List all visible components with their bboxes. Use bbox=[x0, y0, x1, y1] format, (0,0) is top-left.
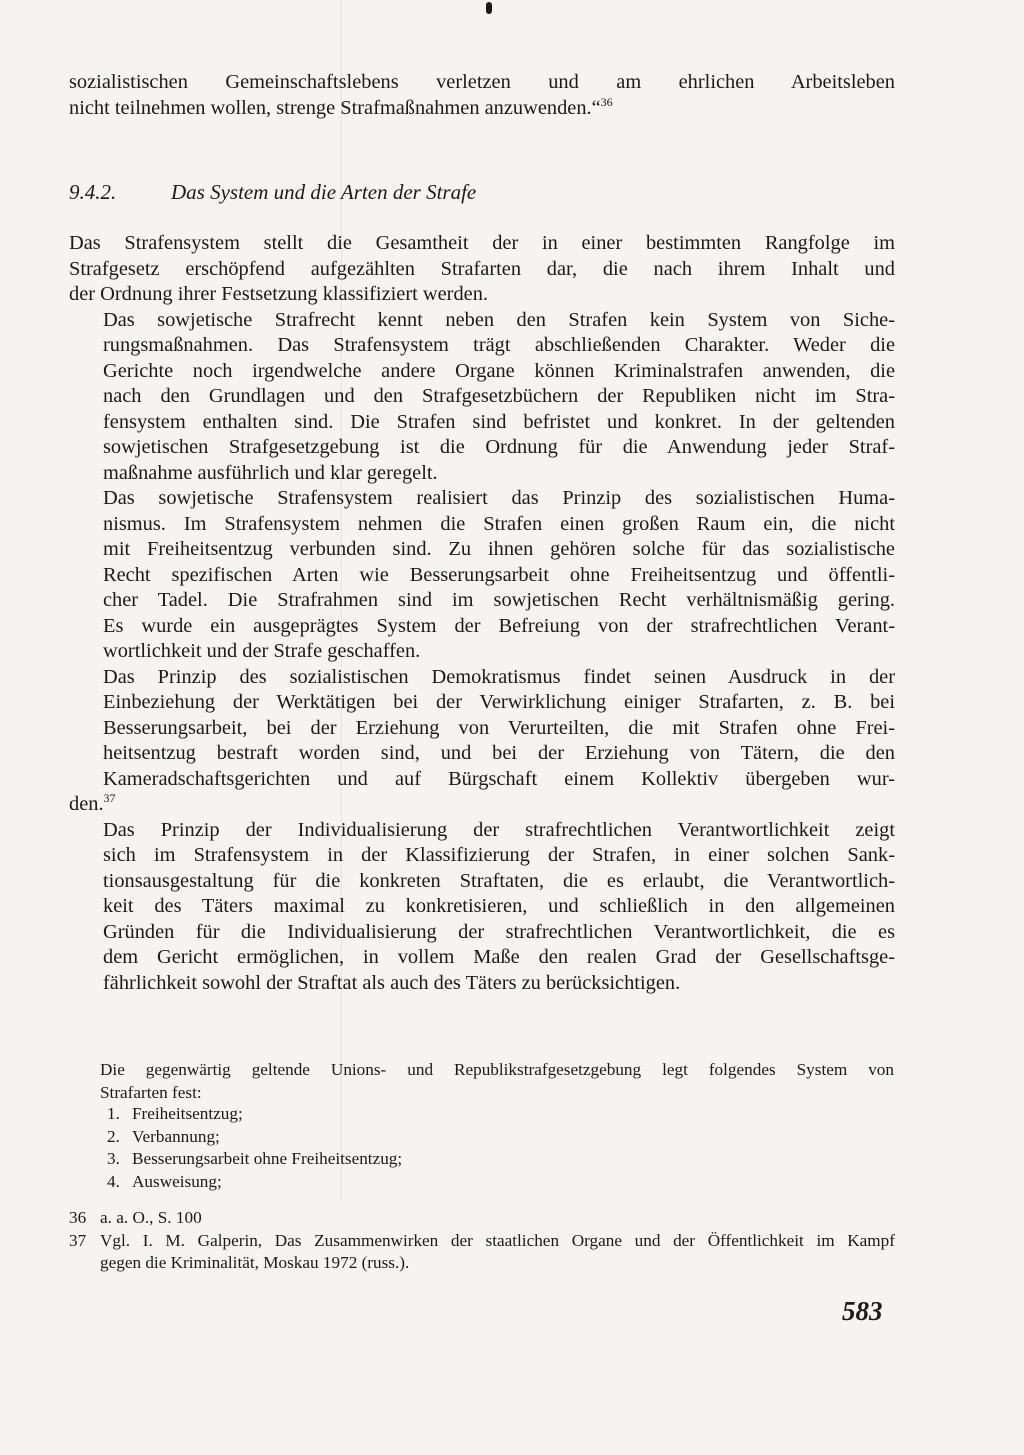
footnotes bbox=[69, 1207, 895, 1275]
text-line: tionsausgestaltung für die konkreten Straftaten, die es erlaubt, die Verantwortlich- bbox=[103, 869, 895, 892]
footnote-number: 36 bbox=[69, 1208, 87, 1227]
list-text: Freiheitsentzug; bbox=[132, 1104, 243, 1123]
list-item bbox=[107, 1126, 402, 1149]
footnote-line bbox=[69, 1230, 895, 1253]
section-title: Das System und die Arten der Strafe bbox=[171, 180, 477, 204]
paragraph bbox=[69, 486, 895, 665]
list-item bbox=[107, 1171, 402, 1194]
paragraph bbox=[69, 665, 895, 818]
text-line: Die gegenwärtig geltende Unions- und Republikstrafgesetzgebung legt folgendes System von bbox=[100, 1060, 894, 1079]
small-print-intro bbox=[100, 1059, 894, 1104]
text-line: keit des Täters maximal zu konkretisieren, und schließlich in den allgemeinen bbox=[103, 895, 895, 917]
list-number: 3. bbox=[107, 1149, 120, 1168]
page-number: 583 bbox=[842, 1296, 883, 1326]
punishment-list bbox=[107, 1103, 402, 1193]
text-line: fährlichkeit sowohl der Straftat als auch des Täters zu berücksichtigen. bbox=[103, 971, 681, 994]
text-line: den. bbox=[69, 793, 104, 815]
list-number: 2. bbox=[107, 1126, 120, 1146]
text-line: Strafgesetz erschöpfend aufgezählten Strafarten dar, die nach ihrem Inhalt und bbox=[69, 257, 895, 280]
paragraph bbox=[69, 308, 895, 487]
text-line: sich im Strafensystem in der Klassifizierung der Strafen, in einer solchen Sank- bbox=[103, 844, 895, 866]
text-line: maßnahme ausführlich und klar geregelt. bbox=[103, 461, 438, 484]
list-number: 4. bbox=[107, 1171, 120, 1191]
text-line-content: nicht teilnehmen wollen, strenge Strafmaßnahmen anzuwenden.“ bbox=[69, 96, 601, 119]
list-number: 1. bbox=[107, 1104, 120, 1123]
paragraph bbox=[69, 818, 895, 997]
scan-mark bbox=[486, 2, 492, 14]
text-line: fensystem enthalten sind. Die Strafen sind befristet und konkret. In der geltenden bbox=[103, 410, 895, 433]
text-line: nismus. Im Strafensystem nehmen die Strafen einen großen Raum ein, die nicht bbox=[103, 512, 895, 535]
text-line: wortlichkeit und der Strafe geschaffen. bbox=[103, 640, 421, 662]
text-line bbox=[69, 96, 895, 122]
list-text: Besserungsarbeit ohne Freiheitsentzug; bbox=[132, 1149, 403, 1168]
text-line: rungsmaßnahmen. Das Strafensystem trägt abschließenden Charakter. Weder die bbox=[103, 334, 895, 356]
footnote-ref-37: 37 bbox=[103, 791, 116, 805]
text-line: Das Prinzip des sozialistischen Demokratismus findet seinen Ausdruck in der bbox=[103, 665, 895, 688]
section-number: 9.4.2. bbox=[69, 180, 117, 204]
list-text: Ausweisung; bbox=[132, 1171, 222, 1191]
text-line: sozialistischen Gemeinschaftslebens verletzen und am ehrlichen Arbeitsleben bbox=[69, 71, 895, 93]
text-line: Das sowjetische Strafrecht kennt neben den Strafen kein System von Siche- bbox=[103, 308, 895, 331]
text-line: Das Prinzip der Individualisierung der strafrechtlichen Verantwortlichkeit zeigt bbox=[103, 818, 895, 841]
section-heading bbox=[69, 178, 895, 206]
footnote-line: gegen die Kriminalität, Moskau 1972 (russ.). bbox=[100, 1253, 410, 1272]
list-text: Verbannung; bbox=[132, 1126, 220, 1146]
text-line: mit Freiheitsentzug verbunden sind. Zu ihnen gehören solche für das sozialistische bbox=[103, 538, 895, 560]
text-line: Gründen für die Individualisierung der strafrechtlichen Verantwortlichkeit, die es bbox=[103, 920, 895, 943]
text-line: Gerichte noch irgendwelche andere Organe können Kriminalstrafen anwenden, die bbox=[103, 359, 895, 382]
text-line: Strafarten fest: bbox=[100, 1082, 202, 1102]
text-line: Es wurde ein ausgeprägtes System der Befreiung von der strafrechtlichen Verant- bbox=[103, 614, 895, 637]
footnote-36 bbox=[69, 1207, 895, 1230]
text-line: Besserungsarbeit, bei der Erziehung von Verurteilten, die mit Strafen ohne Frei- bbox=[103, 716, 895, 739]
text-line: heitsentzug bestraft worden sind, und bei der Erziehung von Tätern, die den bbox=[103, 742, 895, 764]
continued-paragraph bbox=[69, 70, 895, 121]
main-text bbox=[69, 231, 895, 996]
text-line: dem Gericht ermöglichen, in vollem Maße den realen Grad der Gesellschaftsge- bbox=[103, 946, 895, 968]
footnote-number: 37 bbox=[69, 1230, 87, 1250]
footnote-37 bbox=[69, 1230, 895, 1275]
text-line: der Ordnung ihrer Festsetzung klassifiziert werden. bbox=[69, 283, 489, 305]
text-line: Einbeziehung der Werktätigen bei der Verwirklichung einiger Strafarten, z. B. bei bbox=[103, 691, 895, 713]
footnote-ref-36: 36 bbox=[600, 94, 613, 109]
list-item bbox=[107, 1103, 402, 1126]
text-line: Kameradschaftsgerichten und auf Bürgschaft einem Kollektiv übergeben wur- bbox=[103, 767, 895, 790]
footnote-text: Vgl. I. M. Galperin, Das Zusammenwirken der staatlichen Organe und der Öffentlichkeit im Kampf bbox=[100, 1230, 895, 1250]
text-line: Das sowjetische Strafensystem realisiert das Prinzip des sozialistischen Huma- bbox=[103, 487, 895, 509]
text-line: Das Strafensystem stellt die Gesamtheit der in einer bestimmten Rangfolge im bbox=[69, 232, 895, 254]
paragraph bbox=[69, 231, 895, 308]
text-line: nach den Grundlagen und den Strafgesetzbüchern der Republiken nicht im Stra- bbox=[103, 385, 895, 407]
footnote-text: a. a. O., S. 100 bbox=[100, 1208, 202, 1227]
list-item bbox=[107, 1148, 402, 1171]
text-line: cher Tadel. Die Strafrahmen sind im sowjetischen Recht verhältnismäßig gering. bbox=[103, 589, 895, 611]
text-line: Recht spezifischen Arten wie Besserungsarbeit ohne Freiheitsentzug und öffentli- bbox=[103, 563, 895, 586]
text-line: sowjetischen Strafgesetzgebung ist die Ordnung für die Anwendung jeder Straf- bbox=[103, 436, 895, 458]
